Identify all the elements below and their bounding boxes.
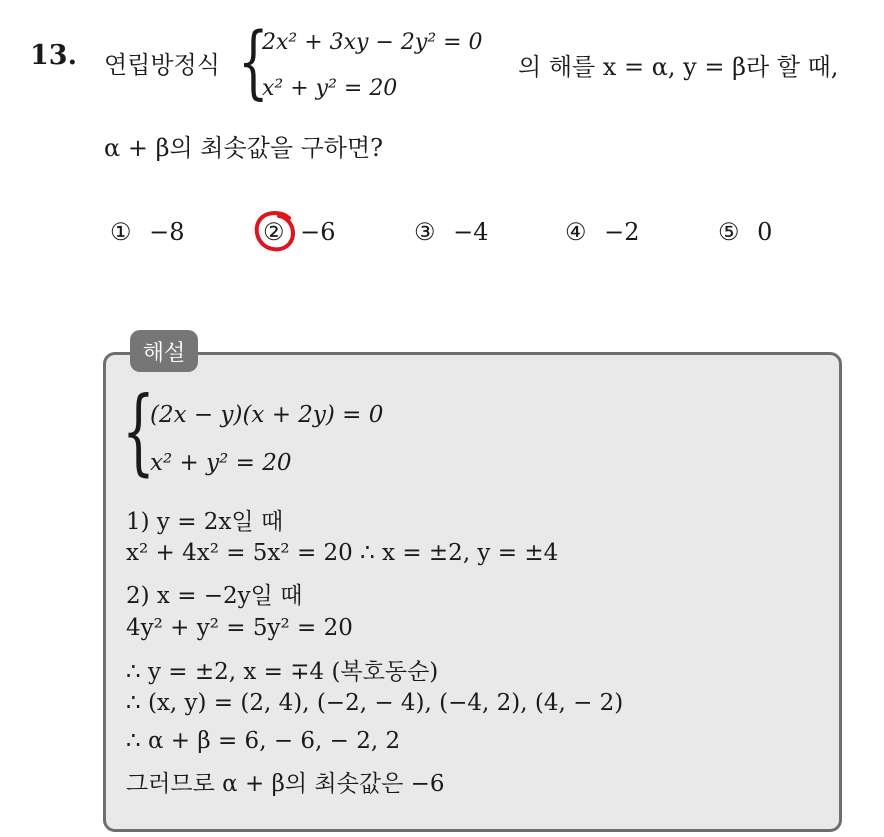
choice-4-value: −2 xyxy=(604,218,640,246)
solution-line-8: 그러므로 α + β의 최솟값은 −6 xyxy=(126,771,445,797)
choice-5-marker: ⑤ xyxy=(718,218,740,246)
selected-answer-circle-icon xyxy=(253,209,297,253)
choice-4[interactable] xyxy=(565,218,640,246)
choice-2-marker: ② xyxy=(263,218,285,246)
solution-line-5: ∴ y = ±2, x = ∓4 (복호동순) xyxy=(126,659,439,685)
choice-4-marker: ④ xyxy=(565,218,587,246)
solution-system-brace: { xyxy=(122,377,155,486)
choice-5[interactable] xyxy=(718,218,772,246)
question-line-2: α + β의 최솟값을 구하면? xyxy=(104,134,384,162)
question-suffix: 의 해를 x = α, y = β라 할 때, xyxy=(518,53,839,81)
choice-3-value: −4 xyxy=(453,218,489,246)
equation-1: 2x² + 3xy − 2y² = 0 xyxy=(262,30,483,55)
choice-1-value: −8 xyxy=(149,218,185,246)
question-prefix: 연립방정식 xyxy=(104,51,220,79)
equation-2: x² + y² = 20 xyxy=(262,76,398,101)
system-brace: { xyxy=(238,15,269,108)
choice-2-value: −6 xyxy=(300,218,336,246)
solution-system-eq-2: x² + y² = 20 xyxy=(150,450,292,476)
choice-3-marker: ③ xyxy=(414,218,436,246)
solution-line-6: ∴ (x, y) = (2, 4), (−2, − 4), (−4, 2), (4, − 2) xyxy=(126,690,624,716)
question-number: 13. xyxy=(30,40,77,71)
choice-1[interactable] xyxy=(110,218,185,246)
solution-line-3: 2) x = −2y일 때 xyxy=(126,583,303,609)
solution-line-2: x² + 4x² = 5x² = 20 ∴ x = ±2, y = ±4 xyxy=(126,540,559,566)
choice-1-marker: ① xyxy=(110,218,132,246)
solution-tag: 해설 xyxy=(130,330,198,372)
solution-system-eq-1: (2x − y)(x + 2y) = 0 xyxy=(150,402,384,428)
choice-5-value: 0 xyxy=(757,218,773,246)
solution-line-7: ∴ α + β = 6, − 6, − 2, 2 xyxy=(126,728,401,754)
solution-line-1: 1) y = 2x일 때 xyxy=(126,509,284,535)
choice-3[interactable] xyxy=(414,218,489,246)
solution-line-4: 4y² + y² = 5y² = 20 xyxy=(126,615,353,641)
